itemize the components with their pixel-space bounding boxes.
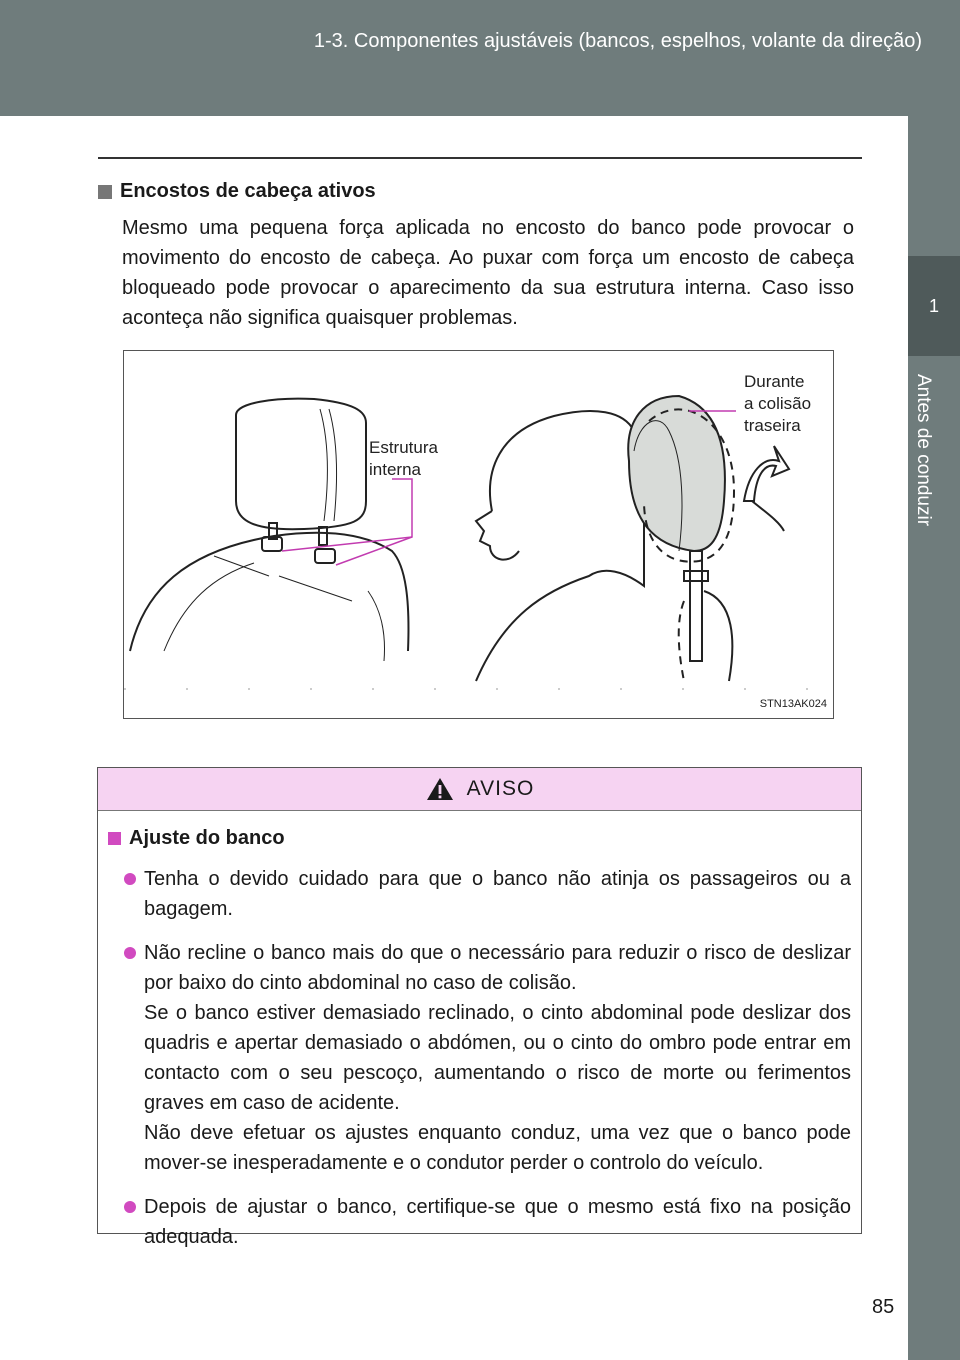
motion-arrow-tail — [752, 501, 784, 531]
section-body: Mesmo uma pequena força aplicada no encosto do banco pode provocar o movimento do encosto de cabeça. Ao puxar com força um encosto de cabeça bloqueado pode provocar o aparecimento da sua estrutura interna. Caso isso aconteça não significa quaisquer problemas. — [122, 217, 854, 329]
header-bar — [0, 0, 960, 116]
figure-code: STN13AK024 — [759, 698, 827, 710]
warning-title: AVISO — [466, 777, 535, 800]
side-tab-number: 1 — [908, 256, 960, 356]
section-heading-text: Encostos de cabeça ativos — [120, 180, 376, 202]
headrest-seam — [320, 409, 327, 521]
seat-seam — [164, 563, 254, 651]
seat-seam — [368, 591, 384, 661]
top-divider — [98, 157, 862, 159]
bullet-paragraph: Se o banco estiver demasiado reclinado, o cinto abdominal pode deslizar dos quadris e apertar demasiado o abdómen, ou o cinto do ombro pode entrar em contacto com o seu pescoço, aumentando o risco de morte ou ferimentos graves em caso de acidente. — [144, 1002, 851, 1114]
side-tab-label: Antes de conduzir — [913, 373, 934, 527]
person-silhouette — [476, 411, 644, 681]
warning-heading-text: Ajuste do banco — [129, 827, 285, 849]
seat-seam — [214, 556, 269, 576]
headrest-illustration — [123, 350, 834, 719]
person-face — [476, 511, 519, 560]
headrest-stem — [690, 551, 702, 661]
label-line: a colisão — [744, 394, 812, 413]
seat-back-right — [704, 591, 732, 681]
bullet-dot-icon — [124, 1201, 136, 1213]
headrest-seam — [329, 409, 337, 521]
section-active-headrests — [98, 180, 854, 333]
headrest-post — [319, 527, 327, 545]
bullet-dot-icon — [124, 873, 136, 885]
square-bullet-icon — [108, 832, 121, 845]
label-line: traseira — [744, 416, 801, 435]
label-rear-collision — [744, 371, 811, 437]
section-heading — [98, 180, 854, 203]
label-line: interna — [369, 460, 421, 479]
bullet-dot-icon — [124, 947, 136, 959]
warning-box — [97, 767, 862, 1248]
headrest-guide — [315, 549, 335, 563]
headrest-lock — [684, 571, 708, 581]
structure-leader-line — [282, 479, 412, 551]
label-internal-structure — [369, 437, 438, 481]
page-number: 85 — [872, 1296, 895, 1318]
bullet-text: Tenha o devido cuidado para que o banco não atinja os passageiros ou a bagagem. — [144, 868, 851, 920]
warning-triangle-icon — [425, 776, 455, 802]
bullet-text — [144, 938, 851, 1178]
warning-bullet — [108, 864, 851, 924]
warning-bullet — [108, 1192, 851, 1252]
bullet-paragraph: Não recline o banco mais do que o necessário para reduzir o risco de deslizar por baixo do cinto abdominal no caso de colisão. — [144, 942, 851, 994]
warning-header — [98, 768, 861, 811]
motion-arrow-icon — [744, 446, 789, 501]
headrest-drawing — [124, 351, 833, 718]
chapter-title: 1-3. Componentes ajustáveis (bancos, espelhos, volante da direção) — [313, 30, 922, 52]
bullet-text: Depois de ajustar o banco, certifique-se que o mesmo está fixo na posição adequada. — [144, 1196, 851, 1248]
label-line: Estrutura — [369, 438, 438, 457]
label-line: Durante — [744, 372, 805, 391]
warning-body — [98, 811, 861, 1252]
stem-original-position — [679, 601, 684, 681]
bullet-paragraph: Não deve efetuar os ajustes enquanto conduz, uma vez que o banco pode mover-se inesperadamente e o condutor perder o controlo do veículo. — [144, 1122, 851, 1174]
headrest-outline — [236, 399, 366, 530]
square-bullet-icon — [98, 185, 112, 199]
seat-seam — [279, 576, 352, 601]
warning-heading — [108, 827, 851, 850]
active-headrest-moved — [628, 396, 725, 551]
warning-bullet — [108, 938, 851, 1178]
